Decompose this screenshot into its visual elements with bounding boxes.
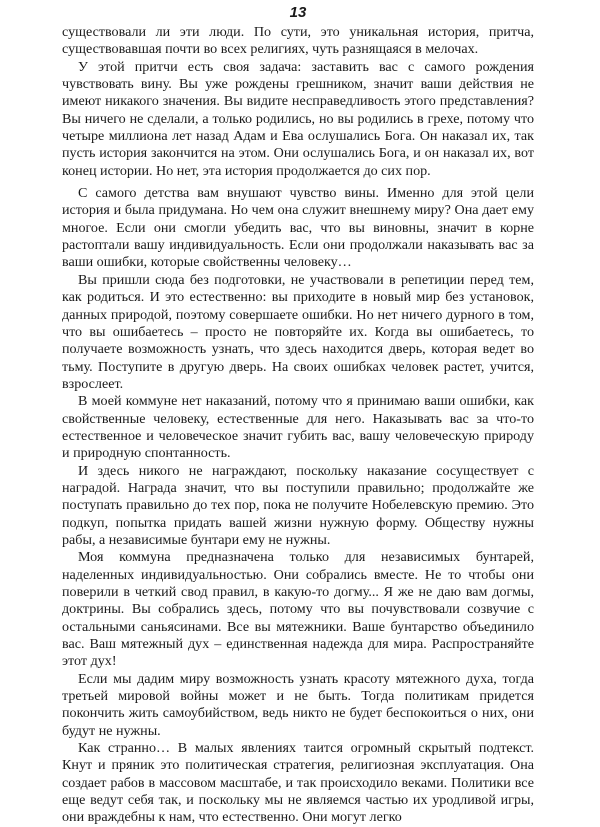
paragraph: С самого детства вам внушают чувство вины. Именно для этой цели история и была придумана. Но чем она служит внешнему миру? Она дает ему многое. Если они смогли убедить вас, что вы виновны, значит в корне растоптали вашу индивидуальность. Если они продолжали наказывать вас за ваши ошибки, которые свойственны человеку… — [62, 185, 534, 271]
paragraph: Как странно… В малых явлениях таится огромный скрытый подтекст. Кнут и пряник это политическая стратегия, религиозная эксплуатация. Она создает рабов в массовом масштабе, и так происходило веками. Политики все еще ведут себя так, и поскольку мы не являемся частью их уродливой игры, они враждебны к нам, что естественно. Они могут легко — [62, 740, 534, 826]
page-number: 13 — [289, 4, 307, 21]
book-page — [62, 4, 534, 827]
paragraph: У этой притчи есть своя задача: заставить вас с самого рождения чувствовать вину. Вы уже рождены грешником, значит ваши действия не имеют никакого значения. Вы видите несправедливость этого представления? Вы ничего не сделали, а только родились, но вы родились в грехе, потому что четыре миллиона лет назад Адам и Ева ослушались Бога. Он наказал их, так пусть история закончится на этом. Они ослушались Бога, и он наказал их, вот конец истории. Но нет, эта история продолжается до сих пор. — [62, 58, 534, 179]
paragraph: В моей коммуне нет наказаний, потому что я принимаю ваши ошибки, как свойственные человеку, естественные для него. Наказывать вас за что-то естественное и человеческое значит губить вас, вашу человеческую природу и природную спонтанность. — [62, 393, 534, 462]
paragraph: И здесь никого не награждают, поскольку наказание сосуществует с наградой. Награда значит, что вы поступили правильно; продолжайте же поступать правильно до тех пор, пока не получите Нобелевскую премию. Это подкуп, попытка придать вашей жизни нужную форму. Обществу нужны рабы, а независимые бунтари ему не нужны. — [62, 462, 534, 548]
paragraph: Если мы дадим миру возможность узнать красоту мятежного духа, тогда третьей мировой войны может и не быть. Тогда политикам придется покончить жить самоубийством, ведь никто не будет беспокоиться о них, они будут не нужны. — [62, 670, 534, 739]
paragraph: Вы пришли сюда без подготовки, не участвовали в репетиции перед тем, как родиться. И это естественно: вы приходите в новый мир без установок, данных природой, поэтому совершаете ошибки. Но нет ничего дурного в том, что вы ошибаетесь – просто не повторяйте их. Когда вы ошибаетесь, то получаете возможность узнать, что здесь находится дверь, которая ведет во тьму. Поступите в другую дверь. На своих ошибках человек растет, учится, взрослеет. — [62, 271, 534, 392]
paragraph-continuation: существовали ли эти люди. По сути, это уникальная история, притча, существовавшая почти во всех религиях, чуть разнящаяся в мелочах. — [62, 24, 534, 58]
paragraph: Моя коммуна предназначена только для независимых бунтарей, наделенных индивидуальностью. Они собрались вместе. Не то чтобы они поверили в четкий свод правил, в какую-то догму... Я же не даю вам догмы, доктрины. Вы собрались здесь, потому что вы почувствовали созвучие с остальными саньясинами. Все вы мятежники. Ваше бунтарство объединило вас. Ваш мятежный дух – единственная надежда для мира. Распространяйте этот дух! — [62, 549, 534, 670]
